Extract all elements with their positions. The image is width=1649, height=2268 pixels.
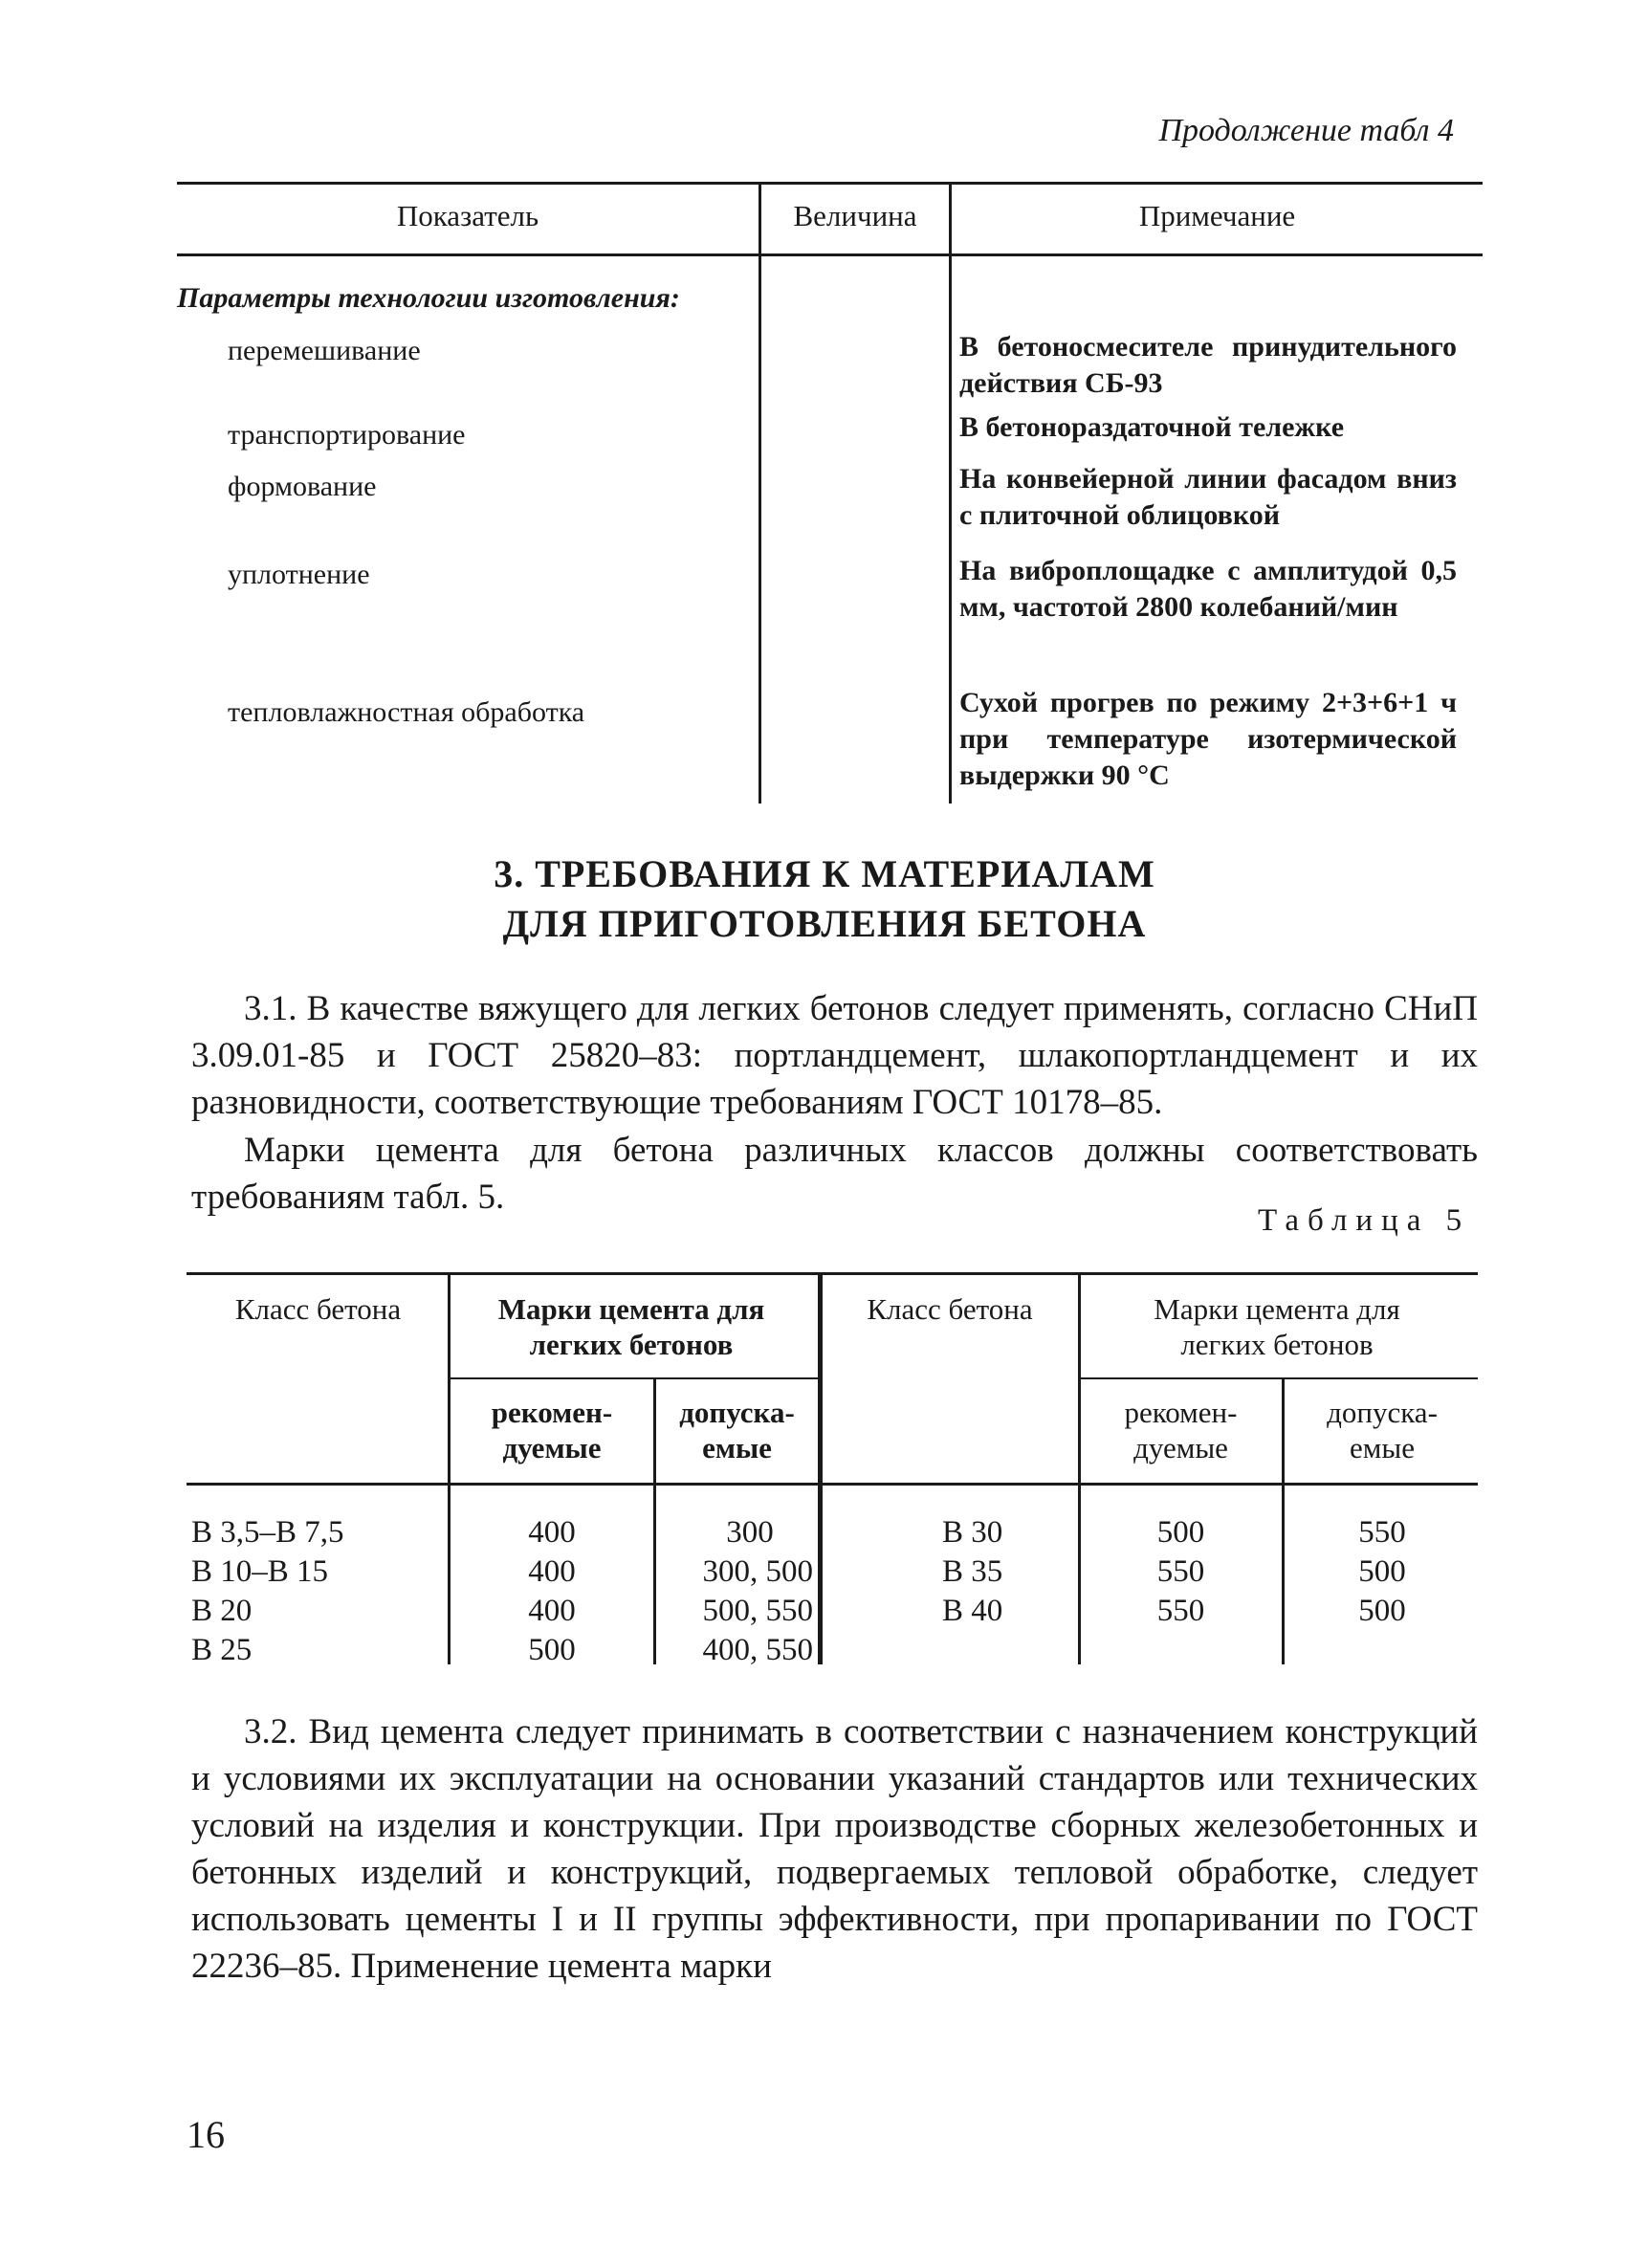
- table4-row-indicator: перемешивание: [228, 335, 421, 366]
- table4-row-note: В бетонораздаточной тележке: [959, 411, 1345, 443]
- table4-row-indicator: уплотнение: [228, 559, 370, 590]
- table4-header-rule: [177, 253, 1483, 256]
- table4-row-indicator: тепловлажностная обработка: [228, 696, 585, 728]
- table5-cell: 550: [1156, 1554, 1205, 1589]
- table5-header-recommended: [451, 1395, 652, 1465]
- table5-divider: [1282, 1377, 1285, 1664]
- paragraph-3-1-continued: Марки цемента для бетона различных классов должны соответствовать требованиям табл. 5.: [191, 1131, 1478, 1217]
- table5-cell: В 20: [191, 1594, 253, 1628]
- paragraph-3-1: 3.1. В качестве вяжущего для легких бетонов следует применять, согласно СНиП 3.09.01-85 и ГОСТ 25820–83: портландцемент, шлакопортландцемент и их разновидности, соответствующие требованиям ГОСТ 10178–85.: [191, 989, 1478, 1122]
- table4-row-note: На виброплощадке с амплитудой 0,5 мм, частотой 2800 колебаний/мин: [959, 555, 1457, 623]
- table5-header-allowed-line: емые: [702, 1431, 772, 1464]
- table5-divider: [653, 1377, 656, 1664]
- table5-cell: 500: [1156, 1515, 1205, 1550]
- table5-right-allow-column: [1286, 1513, 1478, 1631]
- table5-cell: 500: [1358, 1554, 1406, 1589]
- table5-cell: 500: [1358, 1594, 1406, 1628]
- table5-left-allow-column: [658, 1513, 813, 1670]
- table5-divider: [1078, 1272, 1081, 1664]
- table4-row-note: В бетоносмесителе принудительного действия СБ-93: [959, 331, 1457, 399]
- table5-cell: 400: [528, 1554, 576, 1589]
- section-heading-line-2: ДЛЯ ПРИГОТОВЛЕНИЯ БЕТОНА: [502, 902, 1147, 945]
- table5-subheader-rule-left: [450, 1377, 820, 1379]
- table5-header-recommended: [1083, 1395, 1279, 1465]
- table4-header-indicator: Показатель: [396, 199, 539, 232]
- table5-cell: 400: [528, 1594, 576, 1628]
- table4-row-note: На конвейерной линии фасадом вниз с плиточной облицовкой: [959, 463, 1457, 531]
- table5-right-class-column: [942, 1513, 1002, 1631]
- table4-header-note: Примечание: [1138, 199, 1296, 232]
- table5-cell: 400: [528, 1515, 576, 1550]
- table5-left-class-column: [191, 1513, 344, 1670]
- table5-header-recommended-line: дуемые: [502, 1431, 602, 1464]
- table5-cell: В 35: [942, 1554, 1003, 1589]
- table5-subheader-rule-right: [1079, 1377, 1478, 1379]
- table-continuation-label: Продолжение табл 4: [1158, 113, 1454, 148]
- table5-header-marks: Марки цемента для легких бетонов: [497, 1292, 765, 1361]
- table4-divider-1: [759, 182, 761, 804]
- table5-cell: 400, 550: [702, 1633, 813, 1667]
- table5-header-allowed-line: емые: [1350, 1431, 1415, 1464]
- table5-left-rec-column: [451, 1513, 652, 1670]
- table5-divider-double: [818, 1272, 823, 1664]
- table5-right-rec-column: [1083, 1513, 1279, 1631]
- table5-top-rule: [187, 1272, 1478, 1275]
- table5-cell: В 30: [942, 1515, 1003, 1550]
- table5-header-allowed: [1286, 1395, 1478, 1465]
- table4-row-indicator: формование: [228, 471, 377, 502]
- table5-header-allowed: [658, 1395, 816, 1465]
- paragraph-3-2: 3.2. Вид цемента следует принимать в соответствии с назначением конструкций и условиями их эксплуатации на основании указаний стандартов или технических условий на изделия и конструкции. При производстве сборных железобетонных и бетонных изделий и конструкций, подвергаемых тепловой обработке, следует использовать цементы I и II группы эффективности, при пропаривании по ГОСТ 22236–85. Применение цемента марки: [191, 1712, 1478, 1986]
- table4-section-label: Параметры технологии изготовления:: [177, 282, 680, 314]
- table4-header-value: Величина: [793, 199, 917, 232]
- table5-cell: В 40: [942, 1594, 1003, 1628]
- table5-header-allowed-line: допуска-: [1327, 1396, 1438, 1429]
- table5-header-recommended-line: рекомен-: [491, 1396, 613, 1429]
- table4-top-rule: [177, 182, 1483, 185]
- table5-header-marks: Марки цемента для легких бетонов: [1154, 1292, 1400, 1361]
- table5-cell: 550: [1358, 1515, 1406, 1550]
- table5-header-allowed-line: допуска-: [679, 1396, 795, 1429]
- table5-cell: 300: [726, 1515, 774, 1550]
- table4-row-note: Сухой прогрев по режиму 2+3+6+1 ч при температуре изотермической выдержки 90 °С: [959, 687, 1457, 791]
- table5-cell: 300, 500: [702, 1554, 813, 1589]
- table5-header-recommended-line: рекомен-: [1124, 1396, 1238, 1429]
- page-number: 16: [187, 2113, 225, 2156]
- table5-cell: В 25: [191, 1633, 253, 1667]
- table5-cell: В 3,5–В 7,5: [191, 1515, 344, 1550]
- section-heading: [0, 849, 1649, 949]
- table5-header-recommended-line: дуемые: [1133, 1431, 1228, 1464]
- table4-divider-2: [949, 182, 952, 804]
- table5-cell: 550: [1156, 1594, 1205, 1628]
- table5-cell: В 10–В 15: [191, 1554, 329, 1589]
- table4-row-indicator: транспортирование: [228, 419, 466, 451]
- section-heading-line-1: 3. ТРЕБОВАНИЯ К МАТЕРИАЛАМ: [494, 852, 1155, 895]
- table5-header-class: Класс бетона: [234, 1292, 402, 1326]
- table5-divider: [448, 1272, 451, 1664]
- table5-cell: 500, 550: [702, 1594, 813, 1628]
- table5-caption: Таблица 5: [1258, 1203, 1471, 1238]
- table5-header-class: Класс бетона: [867, 1292, 1033, 1326]
- table5-cell: 500: [528, 1633, 576, 1667]
